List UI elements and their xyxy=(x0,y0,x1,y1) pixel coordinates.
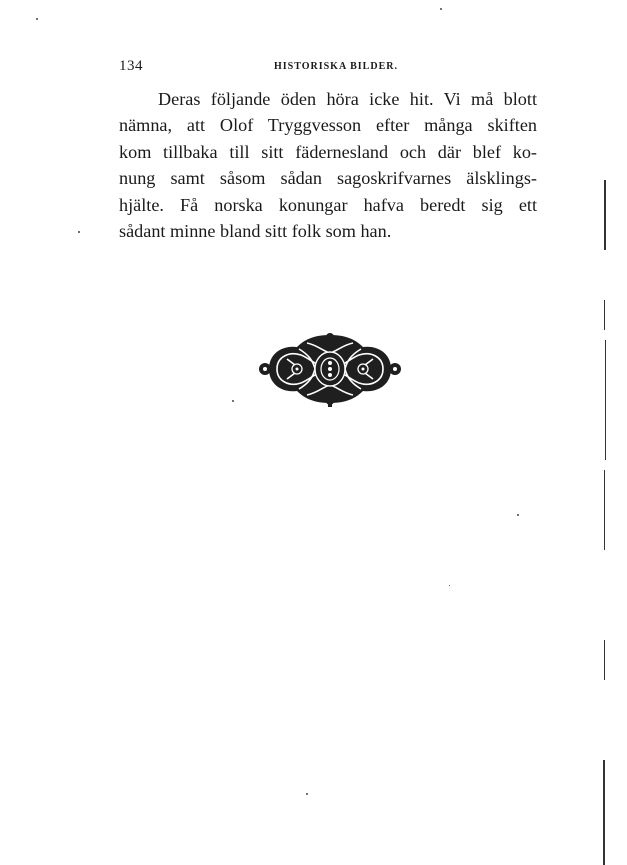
running-head: HISTORISKA BILDER. xyxy=(274,61,398,72)
celtic-knot-vignette-icon xyxy=(257,331,403,407)
page-number: 134 xyxy=(119,58,143,74)
scan-edge-line xyxy=(604,180,606,250)
text-line: Deras följande öden höra icke hit. Vi må blott xyxy=(158,89,537,109)
scan-speck xyxy=(517,514,519,516)
scan-speck xyxy=(232,400,234,402)
text-line: kom tillbaka till sitt fädernesland och där blef ko- xyxy=(119,141,537,162)
text-line: hjälte. Få norska konungar hafva beredt sig ett xyxy=(119,194,537,215)
scan-edge-line xyxy=(605,340,606,460)
body-paragraph xyxy=(119,86,537,244)
scan-speck xyxy=(306,793,308,795)
scan-edge-line xyxy=(603,760,605,865)
scan-edge-line xyxy=(604,640,605,680)
scan-edge-line xyxy=(604,300,605,330)
scan-speck xyxy=(440,8,442,10)
scan-speck xyxy=(36,18,38,20)
scan-edge-line xyxy=(604,470,605,550)
page-header xyxy=(119,58,535,78)
text-line: nung samt såsom sådan sagoskrifvarnes älsklings- xyxy=(119,168,537,189)
text-line: nämna, att Olof Tryggvesson efter många skiften xyxy=(119,115,537,136)
scan-speck xyxy=(449,585,450,586)
text-line: sådant minne bland sitt folk som han. xyxy=(119,221,392,242)
scan-speck xyxy=(78,231,80,233)
